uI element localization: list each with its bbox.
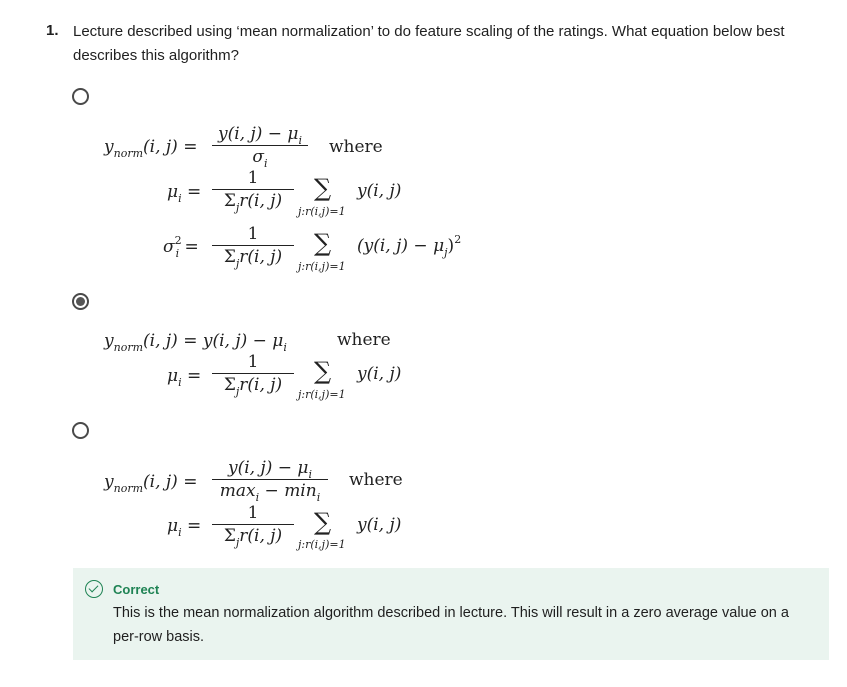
question-number: 1.	[46, 22, 59, 39]
option-1-radio[interactable]	[72, 88, 89, 105]
feedback-status: Correct	[113, 582, 160, 597]
feedback-text: This is the mean normalization algorithm described in lecture. This will result in a zero average value on a per-row basis.	[113, 605, 789, 645]
question-text: Lecture described using ‘mean normalization’ to do feature scaling of the ratings. What equation below best describes this algorithm?	[73, 23, 785, 64]
option-3-radio[interactable]	[72, 422, 89, 439]
check-circle-icon	[85, 580, 103, 598]
feedback-panel	[73, 568, 829, 660]
option-2-radio[interactable]	[72, 293, 89, 310]
